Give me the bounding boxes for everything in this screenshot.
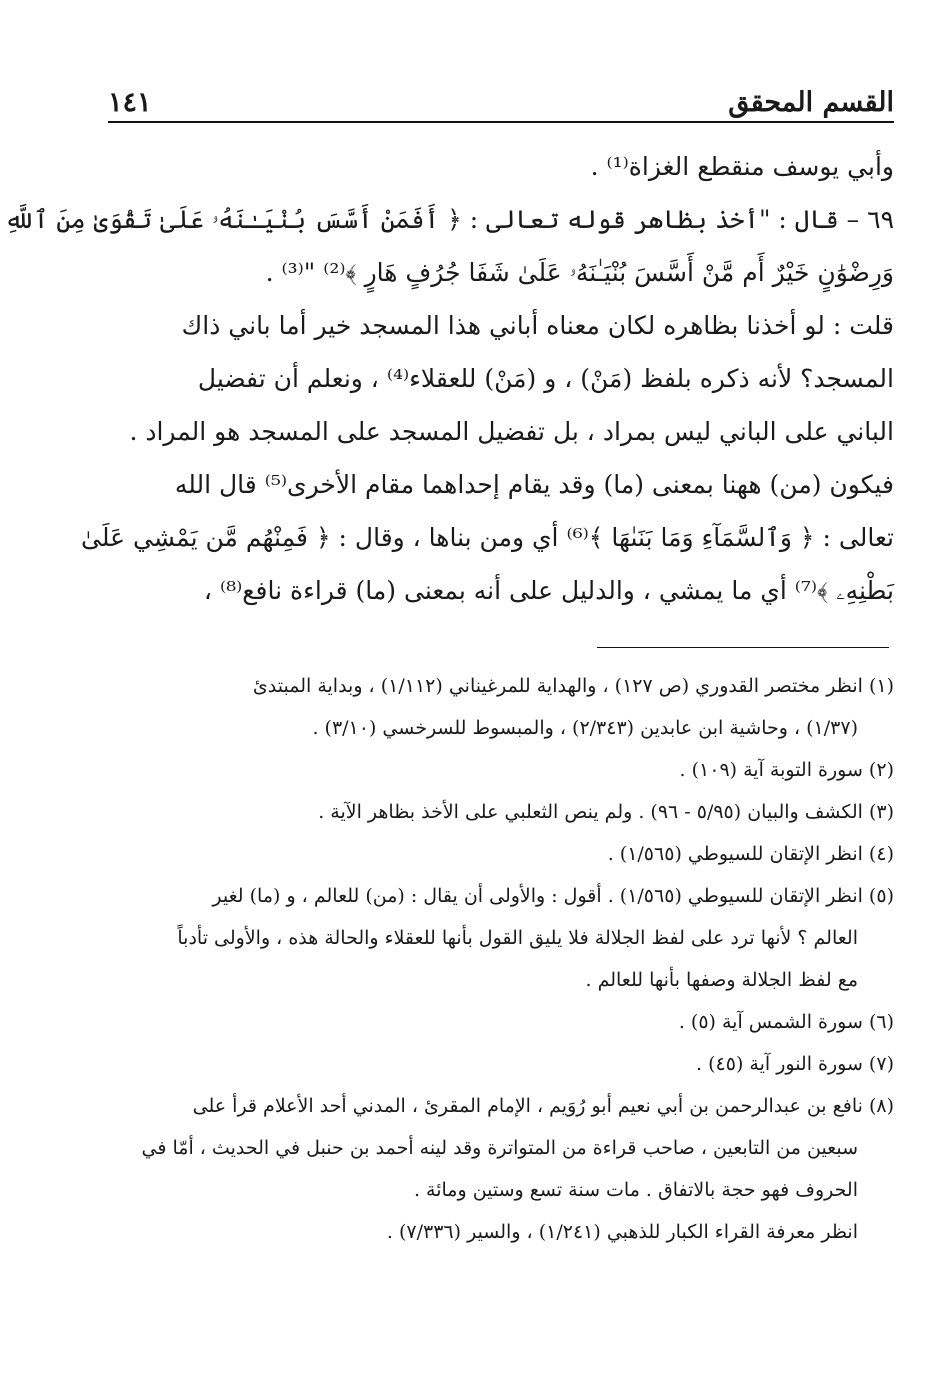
footnote-line: سبعين من التابعين ، صاحب قراءة من المتواترة وقد لينه أحمد بن حنبل في الحديث ، أمّا في — [141, 1137, 858, 1159]
footnote-line: انظر معرفة القراء الكبار للذهبي (١/٢٤١) ، والسير (٧/٣٣٦) . — [386, 1221, 858, 1243]
footnote-line: (٢) سورة التوبة آية (١٠٩) . — [679, 759, 894, 781]
footnote-line: مع لفظ الجلالة وصفها بأنها للعالم . — [585, 969, 858, 991]
main-text — [4, 140, 894, 617]
text-line: تعالى : ﴿ وَٱلسَّمَآءِ وَمَا بَنَىٰهَا ﴾⁽⁶⁾ أي ومن بناها ، وقال : ﴿ فَمِنْهُم مَّن يَمْشِي عَلَىٰ — [81, 523, 894, 552]
section-title: القسم المحقق — [728, 87, 894, 118]
text-line: الباني على الباني ليس بمراد ، بل تفضيل المسجد على المسجد هو المراد . — [129, 417, 894, 446]
footnote-line: (٦) سورة الشمس آية (٥) . — [678, 1011, 894, 1033]
text-line: فيكون (من) ههنا بمعنى (ما) وقد يقام إحداهما مقام الأخرى⁽⁵⁾ قال الله — [174, 470, 894, 499]
footnote-line: (٣) الكشف والبيان (٥/٩٥ - ٩٦) . ولم ينص الثعلبي على الأخذ بظاهر الآية . — [318, 801, 894, 823]
footnote-line: (٧) سورة النور آية (٤٥) . — [696, 1053, 894, 1075]
text-line: قلت : لو أخذنا بظاهره لكان معناه أباني هذا المسجد خير أما باني ذاك — [181, 311, 894, 340]
text-line: وَرِضْوَٰنٍ خَيْرٌ أَم مَّنْ أَسَّسَ بُنْيَـٰنَهُۥ عَلَىٰ شَفَا جُرُفٍ هَارٍ ﴾⁽²⁾ "⁽³⁾ . — [265, 258, 894, 287]
text-line: المسجد؟ لأنه ذكره بلفظ (مَنْ) ، و (مَنْ) للعقلاء⁽⁴⁾ ، ونعلم أن تفضيل — [197, 364, 894, 393]
footnote-line: (١) انظر مختصر القدوري (ص ١٢٧) ، والهداية للمرغيناني (١/١١٢) ، وبداية المبتدئ — [252, 675, 894, 697]
running-header — [108, 82, 894, 118]
footnote-line: (٤) انظر الإتقان للسيوطي (١/٥٦٥) . — [607, 843, 894, 865]
footnote-line: (١/٣٧) ، وحاشية ابن عابدين (٢/٣٤٣) ، والمبسوط للسرخسي (٣/١٠) . — [312, 717, 858, 739]
footnotes — [130, 665, 894, 1253]
footnote-separator — [597, 647, 889, 648]
footnote-line: الحروف فهو حجة بالاتفاق . مات سنة تسع وستين ومائة . — [413, 1179, 858, 1201]
page-number: ١٤١ — [108, 87, 152, 118]
footnote-line: (٥) انظر الإتقان للسيوطي (١/٥٦٥) . أقول : والأولى أن يقال : (من) للعالم ، و (ما) لغير — [212, 885, 894, 907]
text-line: بَطْنِهِۦ ﴾⁽⁷⁾ أي ما يمشي ، والدليل على أنه بمعنى (ما) قراءة نافع⁽⁸⁾ ، — [203, 576, 894, 605]
text-line: وأبي يوسف منقطع الغزاة⁽¹⁾ . — [590, 152, 894, 181]
footnote-line: (٨) نافع بن عبدالرحمن بن أبي نعيم أبو رُوَيم ، الإمام المقرئ ، المدني أحد الأعلام قرأ على — [192, 1095, 894, 1117]
footnote-line: العالم ؟ لأنها ترد على لفظ الجلالة فلا يليق القول بأنها للعقلاء والحالة هذه ، والأولى تأدباً — [177, 927, 858, 949]
header-rule — [108, 121, 894, 123]
text-line: ٦٩ – قال : "أخذ بظاهر قوله تعالى : ﴿ أَفَمَنْ أَسَّسَ بُنْيَـٰنَهُۥ عَلَىٰ تَقْوَىٰ مِنَ ٱللَّهِ — [4, 205, 894, 234]
